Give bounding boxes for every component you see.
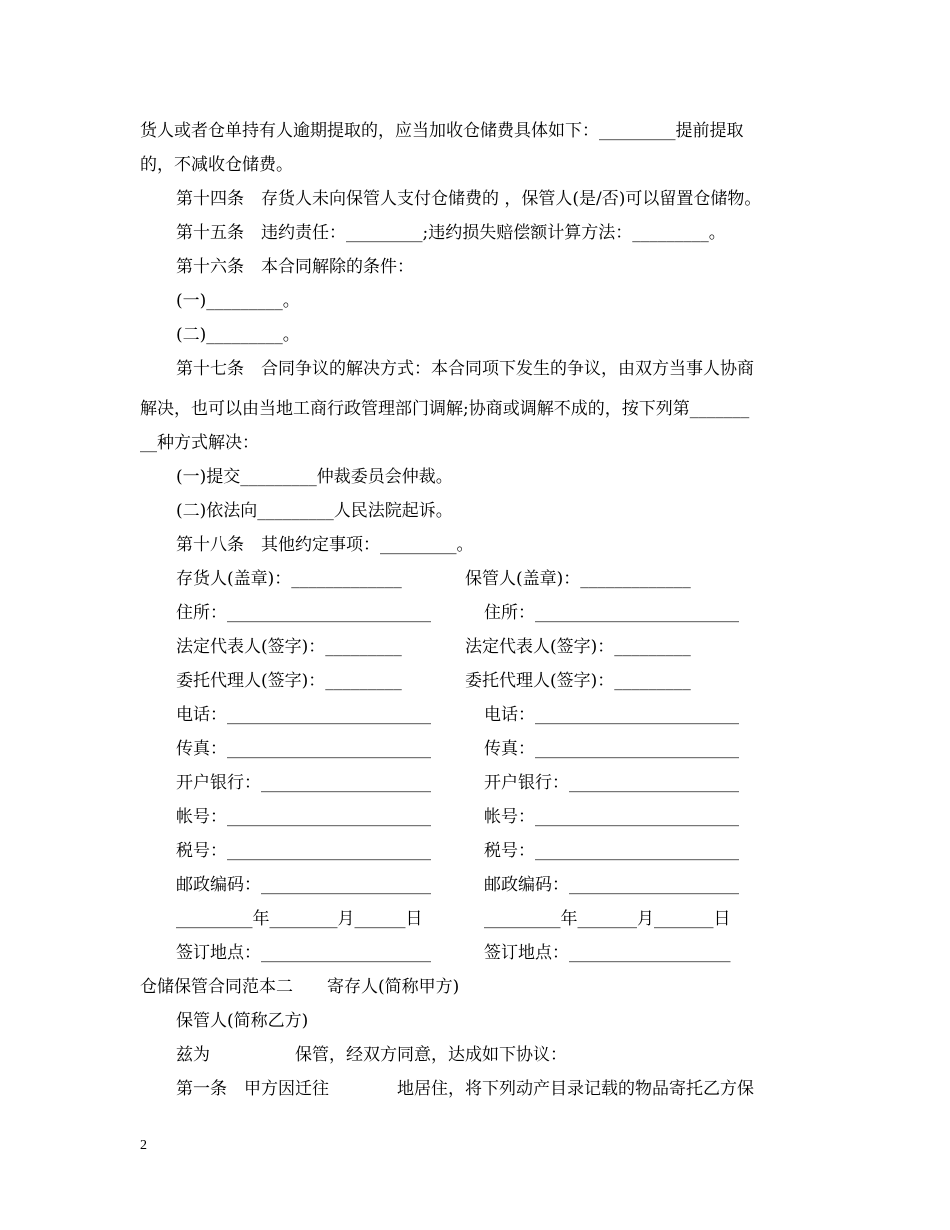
sign-left-field: 帐号：________________________ [176, 807, 431, 827]
article-16-item-2: (二)_________。 [176, 325, 300, 345]
sign-right-field: 签订地点：___________________ [484, 943, 731, 963]
sign-right-field: 帐号：________________________ [484, 807, 739, 827]
body-line: 兹为 保管，经双方同意，达成如下协议： [176, 1045, 567, 1065]
sign-right-field: 委托代理人(签字)：_________ [465, 671, 691, 691]
article-17: 第十七条 合同争议的解决方式：本合同项下发生的争议，由双方当事人协商 [176, 359, 754, 379]
sign-left-date: _________年________月______日 [176, 909, 423, 929]
body-line: __种方式解决： [140, 433, 259, 453]
sign-right-field: 电话：________________________ [484, 705, 739, 725]
sign-left-field: 存货人(盖章)：_____________ [176, 569, 402, 589]
sign-right-field: 开户银行：____________________ [484, 773, 739, 793]
sign-right-date: _________年_______月_______日 [484, 909, 731, 929]
body-line: 保管人(简称乙方) [176, 1011, 309, 1031]
sign-right-field: 邮政编码：____________________ [484, 875, 739, 895]
sign-left-field: 传真：________________________ [176, 739, 431, 759]
body-line: 解决，也可以由当地工商行政管理部门调解;协商或调解不成的，按下列第_______ [140, 399, 750, 419]
sign-right-field: 税号：________________________ [484, 841, 739, 861]
section-heading: 仓储保管合同范本二 寄存人(简称甲方) [140, 977, 460, 997]
article-16: 第十六条 本合同解除的条件： [176, 257, 414, 277]
body-line: 的，不减收仓储费。 [140, 155, 293, 175]
article-16-item-1: (一)_________。 [176, 291, 300, 311]
sign-right-field: 住所：________________________ [484, 603, 739, 623]
article-18: 第十八条 其他约定事项：_________。 [176, 535, 474, 555]
article-15: 第十五条 违约责任：_________;违约损失赔偿额计算方法：_________。 [176, 223, 726, 243]
sign-left-field: 邮政编码：____________________ [176, 875, 431, 895]
sign-right-field: 传真：________________________ [484, 739, 739, 759]
sign-left-field: 签订地点：____________________ [176, 943, 431, 963]
sign-left-field: 法定代表人(签字)：_________ [176, 637, 402, 657]
article-17-item-2: (二)依法向_________人民法院起诉。 [176, 501, 453, 521]
article-17-item-1: (一)提交_________仲裁委员会仲裁。 [176, 467, 453, 487]
article-14: 第十四条 存货人未向保管人支付仓储费的 ，保管人(是/否)可以留置仓储物。 [176, 189, 762, 209]
sign-right-field: 法定代表人(签字)：_________ [465, 637, 691, 657]
sign-left-field: 税号：________________________ [176, 841, 431, 861]
page-number: 2 [140, 1138, 147, 1153]
sign-left-field: 开户银行：____________________ [176, 773, 431, 793]
sign-left-field: 住所：________________________ [176, 603, 431, 623]
sign-right-field: 保管人(盖章)：_____________ [465, 569, 691, 589]
sign-left-field: 电话：________________________ [176, 705, 431, 725]
sign-left-field: 委托代理人(签字)：_________ [176, 671, 402, 691]
body-line: 货人或者仓单持有人逾期提取的，应当加收仓储费具体如下：_________提前提取 [140, 121, 744, 141]
article-1: 第一条 甲方因迁往 地居住，将下列动产目录记载的物品寄托乙方保 [176, 1079, 754, 1099]
